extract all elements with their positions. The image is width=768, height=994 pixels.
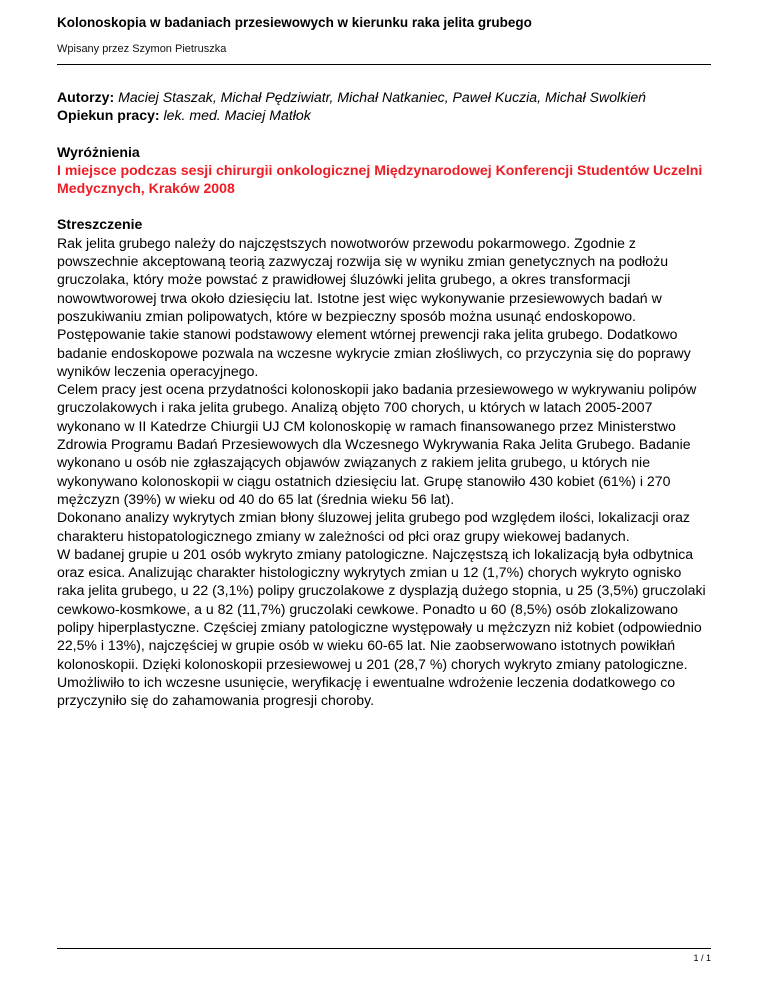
authors-label: Autorzy: <box>57 89 115 105</box>
abstract-paragraph: W badanej grupie u 201 osób wykryto zmiany patologiczne. Najczęstszą ich lokalizacją była odbytnica oraz esica. Analizując charakter histologiczny wykrytych zmian u 12 (1,7%) chorych wykryto ognisko raka jelita grubego, u 22 (3,1%) polipy gruczolakowe z dysplazją dużego stopnia, u 25 (3,5%) gruczolaki cewkowo-kosmkowe, a u 82 (11,7%) gruczolaki cewkowe. Ponadto u 60 (8,5%) osób zlokalizowano polipy hiperplastyczne. Częściej zmiany patologiczne występowały u mężczyzn niż kobiet (odpowiednio 22,5% i 13%), najczęściej w grupie osób w wieku 60-65 lat. Nie zaobserwowano istotnych powikłań kolonoskopii. Dzięki kolonoskopii przesiewowej u 201 (28,7 %) chorych wykryto zmiany patologiczne. Umożliwiło to ich wczesne usunięcie, weryfikację i ewentualne wdrożenie leczenia dodatkowego co przyczyniło się do zahamowania progresji choroby. <box>57 545 706 709</box>
supervisor-label: Opiekun pracy: <box>57 107 160 124</box>
page-header <box>57 14 711 56</box>
abstract-paragraph: Rak jelita grubego należy do najczęstszych nowotworów przewodu pokarmowego. Zgodnie z powszechnie akceptowaną teorią zazwyczaj rozwija się w wyniku zmian genetycznych na podłożu gruczolaka, który może powstać z prawidłowej śluzówki jelita grubego, a okres transformacji nowowtworowej trwa około dziesięciu lat. Istotne jest więc wykonywanie przesiewowych badań w poszukiwaniu zmian polipowatych, które w bezpieczny sposób można usunąć endoskopowo. Postępowanie takie stanowi podstawowy element wtórnej prewencji raka jelita grubego. Dodatkowo badanie endoskopowe pozwala na wczesne wykrycie zmian złośliwych, co przyczynia się do poprawy wyników leczenia operacyjnego. <box>57 234 691 379</box>
authors-value: Maciej Staszak, Michał Pędziwiatr, Michał Natkaniec, Paweł Kuczia, Michał Swolkień <box>118 89 647 105</box>
distinctions-section <box>57 143 711 198</box>
abstract-section <box>57 215 711 709</box>
document-body <box>57 88 711 710</box>
supervisor-line <box>57 106 711 124</box>
abstract-heading: Streszczenie <box>57 216 143 233</box>
posted-by: Wpisany przez Szymon Pietruszka <box>57 43 227 55</box>
abstract-paragraph: Celem pracy jest ocena przydatności kolonoskopii jako badania przesiewowego w wykrywaniu polipów gruczolakowych i raka jelita grubego. Analizą objęto 700 chorych, u których w latach 2005-2007 wykonano w II Katedrze Chiurgii UJ CM kolonoskopię w ramach finansowanego przez Ministerstwo Zdrowia Programu Badań Przesiewowych dla Wczesnego Wykrywania Raka Jelita Grubego. Badanie wykonano u osób nie zgłaszających objawów związanych z rakiem jelita grubego, u których nie wykonywano kolonoskopii w ciągu ostatnich dziesięciu lat. Grupę stanowiło 430 kobiet (61%) i 270 mężczyzn (39%) w wieku od 40 do 65 lat (średnia wieku 56 lat). <box>57 381 697 507</box>
page-number: 1 / 1 <box>693 953 711 963</box>
document-title: Kolonoskopia w badaniach przesiewowych w kierunku raka jelita grubego <box>57 15 532 30</box>
abstract-paragraph: Dokonano analizy wykrytych zmian błony śluzowej jelita grubego pod względem ilości, lokalizacji oraz charakteru histopatologicznego zmiany w zależności od płci oraz grupy wiekowej badanych. <box>57 509 690 544</box>
header-divider <box>57 64 711 65</box>
authors-line <box>57 88 711 106</box>
distinctions-heading: Wyróżnienia <box>57 143 140 160</box>
supervisor-value: lek. med. Maciej Matłok <box>163 107 311 124</box>
award-text: I miejsce podczas sesji chirurgii onkologicznej Międzynarodowej Konferencji Studentów Uczelni Medycznych, Kraków 2008 <box>57 161 703 197</box>
footer-divider <box>57 948 711 949</box>
